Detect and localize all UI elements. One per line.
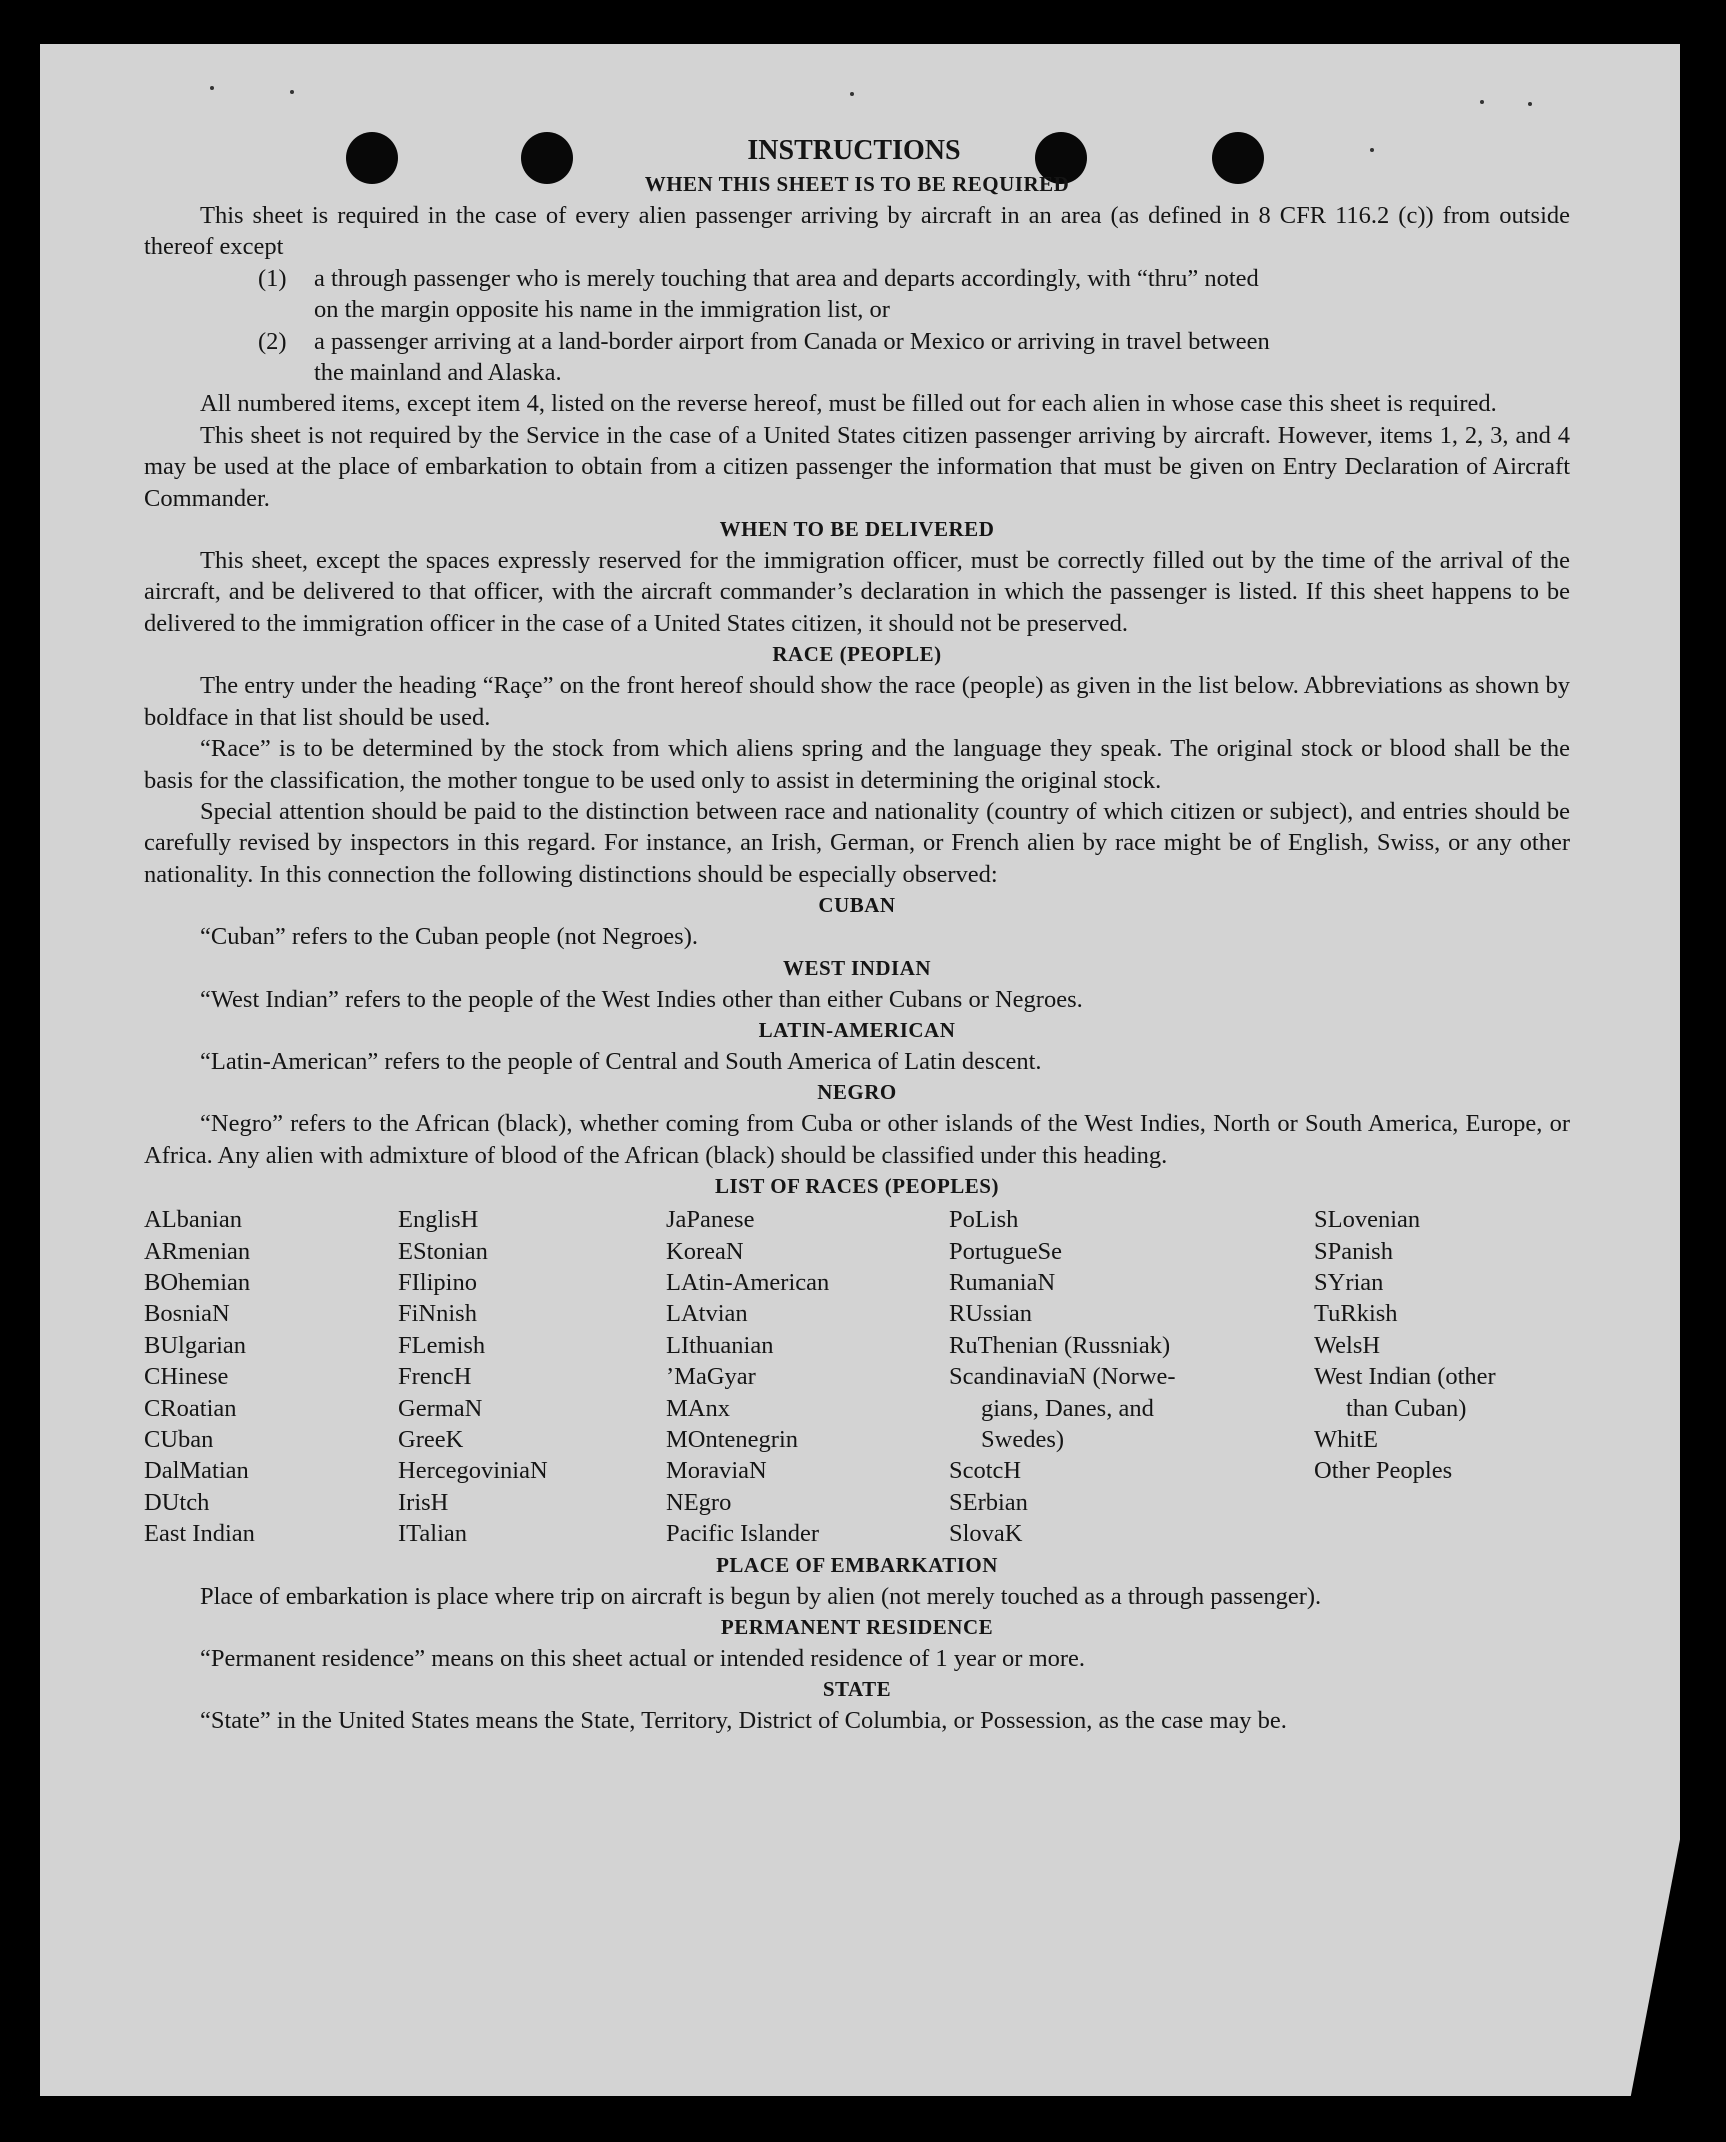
paragraph: “Race” is to be determined by the stock from which aliens spring and the language they speak. The original stock or blood shall be the basis for the classification, the mother tongue to be used only to assist in determining the original stock. bbox=[144, 735, 1570, 794]
paragraph: Place of embarkation is place where trip on aircraft is begun by alien (not merely touched as a through passenger). bbox=[200, 1582, 1322, 1610]
race-entry: BosniaN bbox=[144, 1300, 230, 1328]
paragraph: This sheet is required in the case of every alien passenger arriving by aircraft in an area (as defined in 8 CFR 116.2 (c)) from outside thereof except bbox=[144, 202, 1570, 261]
list-item bbox=[258, 326, 1570, 389]
section-heading: PLACE OF EMBARKATION bbox=[716, 1552, 998, 1577]
race-entry: PoLish bbox=[949, 1206, 1019, 1234]
race-entry: RumaniaN bbox=[949, 1268, 1056, 1296]
race-entry: East Indian bbox=[144, 1520, 255, 1548]
paragraph: “Permanent residence” means on this sheet actual or intended residence of 1 year or more. bbox=[200, 1645, 1086, 1673]
race-entry: BUlgarian bbox=[144, 1331, 247, 1359]
race-entry: RuThenian (Russniak) bbox=[949, 1331, 1171, 1359]
paragraph: The entry under the heading “Raçe” on the front hereof should show the race (people) as given in the list below. Abbreviations as shown by boldface in that list should be used. bbox=[144, 672, 1570, 731]
section-heading: NEGRO bbox=[817, 1080, 897, 1105]
section-heading: STATE bbox=[822, 1677, 892, 1702]
race-entry: MOntenegrin bbox=[666, 1426, 798, 1453]
race-column bbox=[949, 1204, 1314, 1549]
paragraph: This sheet, except the spaces expressly reserved for the immigration officer, must be correctly filled out by the time of the arrival of the aircraft, and be delivered to that officer, with the aircraft commander’s declaration in which the passenger is listed. If this sheet happens to be delivered to the immigration officer in the case of a United States citizen, it should not be preserved. bbox=[144, 547, 1570, 637]
section-heading: WHEN THIS SHEET IS TO BE REQUIRED bbox=[644, 172, 1070, 196]
section-heading: CUBAN bbox=[818, 893, 896, 918]
race-entry: RUssian bbox=[949, 1300, 1033, 1328]
section-heading: WHEN TO BE DELIVERED bbox=[719, 517, 995, 542]
race-column bbox=[398, 1204, 666, 1549]
race-list bbox=[144, 1204, 1570, 1549]
race-entry: SYrian bbox=[1314, 1268, 1384, 1296]
section-heading: LATIN-AMERICAN bbox=[758, 1017, 956, 1042]
race-entry: DalMatian bbox=[144, 1457, 249, 1485]
race-entry: EnglisH bbox=[398, 1206, 479, 1234]
section-heading: WEST INDIAN bbox=[782, 955, 932, 980]
race-column bbox=[144, 1204, 398, 1549]
race-entry: MAnx bbox=[666, 1394, 730, 1422]
instructions-content bbox=[144, 133, 1570, 1737]
race-entry: CUban bbox=[144, 1426, 214, 1453]
paragraph: “Latin-American” refers to the people of Central and South America of Latin descent. bbox=[200, 1047, 1042, 1075]
paragraph: All numbered items, except item 4, listed on the reverse hereof, must be filled out for each alien in whose case this sheet is required. bbox=[200, 390, 1497, 418]
race-entry: GermaN bbox=[398, 1394, 483, 1422]
race-entry: PortugueSe bbox=[949, 1237, 1062, 1265]
race-entry: DUtch bbox=[144, 1488, 210, 1516]
race-entry: SLovenian bbox=[1314, 1206, 1421, 1234]
race-entry: gians, Danes, and bbox=[981, 1394, 1154, 1422]
race-entry: Other Peoples bbox=[1314, 1457, 1453, 1485]
speck bbox=[1480, 100, 1484, 104]
race-entry: BOhemian bbox=[144, 1268, 251, 1296]
race-entry: KoreaN bbox=[666, 1237, 744, 1265]
race-entry: ScotcH bbox=[949, 1457, 1022, 1485]
item-text: a through passenger who is merely touching that area and departs accordingly, with “thru” noted bbox=[314, 264, 1259, 292]
race-entry: ALbanian bbox=[144, 1206, 242, 1234]
race-entry: SPanish bbox=[1314, 1237, 1393, 1265]
paragraph: “State” in the United States means the State, Territory, District of Columbia, or Possession, as the case may be. bbox=[200, 1707, 1287, 1735]
item-text: on the margin opposite his name in the immigration list, or bbox=[314, 296, 890, 324]
race-entry: LIthuanian bbox=[666, 1331, 774, 1359]
race-entry: FrencH bbox=[398, 1363, 472, 1391]
item-text: a passenger arriving at a land-border airport from Canada or Mexico or arriving in travel between bbox=[314, 327, 1270, 355]
race-entry: ARmenian bbox=[144, 1237, 251, 1265]
race-entry: CHinese bbox=[144, 1363, 229, 1391]
race-entry: MoraviaN bbox=[666, 1457, 767, 1485]
race-entry: LAtin-American bbox=[666, 1268, 830, 1296]
speck bbox=[290, 90, 294, 94]
race-entry: Pacific Islander bbox=[666, 1520, 820, 1548]
race-entry: West Indian (other bbox=[1314, 1363, 1496, 1391]
race-entry: ScandinaviaN (Norwe- bbox=[949, 1363, 1176, 1391]
item-number: (2) bbox=[258, 327, 287, 355]
race-entry: LAtvian bbox=[666, 1300, 748, 1328]
race-entry: Swedes) bbox=[981, 1426, 1065, 1453]
race-entry: GreeK bbox=[398, 1426, 464, 1453]
race-entry: IrisH bbox=[398, 1488, 449, 1516]
paragraph: “West Indian” refers to the people of the West Indies other than either Cubans or Negroes. bbox=[200, 985, 1083, 1013]
section-heading: RACE (PEOPLE) bbox=[772, 642, 942, 667]
section-heading: PERMANENT RESIDENCE bbox=[720, 1615, 994, 1640]
race-column bbox=[666, 1204, 949, 1549]
race-entry: TuRkish bbox=[1314, 1300, 1398, 1328]
paragraph: “Negro” refers to the African (black), whether coming from Cuba or other islands of the West Indies, North or South America, Europe, or Africa. Any alien with admixture of blood of the African (black) should be classified under this heading. bbox=[144, 1110, 1570, 1169]
race-entry: SErbian bbox=[949, 1488, 1028, 1516]
page-title: INSTRUCTIONS bbox=[747, 135, 961, 166]
speck bbox=[850, 92, 854, 96]
race-entry: CRoatian bbox=[144, 1394, 237, 1422]
race-entry: EStonian bbox=[398, 1237, 488, 1265]
race-entry: FIlipino bbox=[398, 1268, 477, 1296]
race-entry: FiNnish bbox=[398, 1300, 477, 1328]
race-entry: JaPanese bbox=[666, 1206, 755, 1234]
race-entry: SlovaK bbox=[949, 1520, 1023, 1548]
race-entry: ITalian bbox=[398, 1520, 468, 1548]
race-entry: ’MaGyar bbox=[666, 1363, 756, 1391]
speck bbox=[210, 86, 214, 90]
item-number: (1) bbox=[258, 264, 287, 292]
race-entry: WhitE bbox=[1314, 1426, 1378, 1453]
race-entry: NEgro bbox=[666, 1488, 732, 1516]
item-text: the mainland and Alaska. bbox=[314, 359, 562, 387]
paragraph: “Cuban” refers to the Cuban people (not Negroes). bbox=[200, 923, 698, 951]
race-entry: than Cuban) bbox=[1346, 1394, 1467, 1422]
speck bbox=[1528, 102, 1532, 106]
list-item bbox=[258, 263, 1570, 326]
race-entry: FLemish bbox=[398, 1331, 486, 1359]
race-entry: WelsH bbox=[1314, 1331, 1381, 1359]
race-column bbox=[1314, 1204, 1570, 1549]
paragraph: Special attention should be paid to the distinction between race and nationality (country of which citizen or subject), and entries should be carefully revised by inspectors in this regard. For instance, an Irish, German, or French alien by race might be of English, Swiss, or any other nationality. In this connection the following distinctions should be especially observed: bbox=[144, 797, 1570, 888]
section-heading: LIST OF RACES (PEOPLES) bbox=[715, 1174, 999, 1199]
paragraph: This sheet is not required by the Service in the case of a United States citizen passenger arriving by aircraft. However, items 1, 2, 3, and 4 may be used at the place of embarkation to obtain from a citizen passenger the information that must be given on Entry Declaration of Aircraft Commander. bbox=[144, 421, 1570, 512]
race-entry: HercegoviniaN bbox=[398, 1457, 548, 1485]
